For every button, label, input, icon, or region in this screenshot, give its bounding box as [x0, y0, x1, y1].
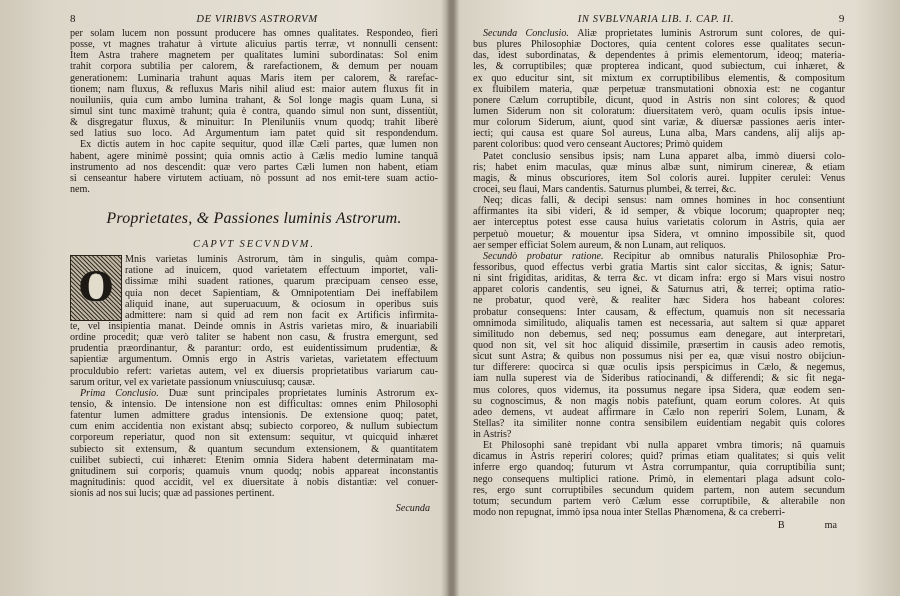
line-text: dicamus in Astris reperiri colores; quid? primas etiam qualitates; si quis velit — [473, 451, 845, 463]
line-text: affirmantes ita sibi videri, & id semper, & vbique locorum; quapropter neq; — [473, 206, 845, 218]
text-line — [473, 251, 845, 262]
text-line — [473, 139, 845, 150]
text-line — [473, 485, 845, 496]
left-page — [70, 14, 438, 517]
text-line — [473, 318, 845, 329]
signature-mark: B — [777, 520, 785, 532]
text-line — [473, 106, 845, 117]
line-text: aer interceptus potest esse causa huius varietatis colorum in Astris, quia aer — [473, 217, 845, 229]
line-text: sicut sunt Astra; & quibus non possumus nisi per ea, quæ visui nostro obijciun- — [473, 351, 845, 363]
line-text: tur differere: quocirca si quæ oculis ipsis perspicimus in Cælo, & negemus, — [473, 362, 845, 374]
line-text: & disgregatur fluxus, & minuitur: In Pleniluniis vnum quodq; trahit liberè — [70, 117, 438, 129]
line-text: sed latius suo loco. Ad Argumentum iam patet quid sit respondendum. — [70, 128, 438, 140]
text-line — [473, 206, 845, 217]
line-text: nouiluniis, quia cum ambo lumina trahant, & Sol longe magis quam Luna, si — [70, 94, 438, 106]
text-line — [70, 332, 438, 343]
line-text: perpetuò mouetur; & mouentur ipsa Sidera, vt omnino impossibile sit, quod — [473, 228, 845, 240]
text-line — [70, 117, 438, 128]
text-line — [473, 340, 845, 351]
text-line — [70, 343, 438, 354]
text-line — [70, 39, 438, 50]
text-line: aliquid inane, aut superuacuum, & ociosum in operibus suis — [125, 298, 438, 310]
line-text: Ex dictis autem in hoc capite sequitur, quod illæ Cæli partes, quæ lumen non — [80, 139, 438, 151]
text-line — [70, 354, 438, 365]
text-line — [473, 61, 845, 72]
line-text: mus colores, quos videmus, ita possumus negare ipsa Sidera, quæ eodem sen- — [473, 384, 845, 396]
text-line — [473, 73, 845, 84]
paragraph — [70, 321, 438, 388]
line-text: nego consequens multiplici ratione. Primò, in elementari plaga adsunt colo- — [473, 473, 845, 485]
text-line — [473, 273, 845, 284]
right-running-head — [473, 14, 845, 28]
line-text: te, vel insipientia manat. Deinde omnis in Astris varietas miro, & inuariabili — [70, 320, 438, 332]
conclusion-label: Secunda Conclusio. — [483, 28, 578, 39]
line-text: proculdubio refert: varietas autem, vel ex diuersis proprietatibus variarum cau- — [70, 365, 438, 377]
text-line: dissimæ mihi suadent rationes, quarum præcipuam censeo esse, — [125, 276, 438, 288]
text-line — [70, 139, 438, 150]
line-text: si censeantur habere virtutem actiuam, nò possunt ad nos emit-tere suam actio- — [70, 172, 438, 184]
paragraph — [473, 251, 845, 518]
line-text: Duæ sunt principales proprietates luminis Astrorum ex- — [168, 387, 438, 399]
text-line — [473, 50, 845, 61]
text-line — [70, 488, 438, 499]
line-text: res, ergo sunt corruptibiles secundum quidem partem, non autem secundum — [473, 484, 845, 496]
text-line — [473, 362, 845, 373]
text-line — [70, 61, 438, 72]
line-text: fatentur lumen admittere gradus intensionis. De extensione quoq; patet, — [70, 410, 438, 422]
line-text: Stellas? ita similiter nonne contra sensibilem euidentiam negabit quis colores — [473, 417, 845, 429]
text-line — [70, 466, 438, 477]
left-running-head — [70, 14, 438, 28]
line-text: ris; habet enim maculas, quæ minus albæ sunt, nimirum cinereæ, & etiam — [473, 161, 845, 173]
text-line — [473, 429, 845, 440]
line-text: simul sint tunc maximè trahunt; quia è contra, quando simul non sunt, dissentiùt, — [70, 105, 438, 117]
line-text: habent, agere minimè possint; quia omnis actio à Cælis medio lumine tanquã — [70, 150, 438, 162]
text-line — [473, 84, 845, 95]
line-text: totum; secundum partem verò Cælum esse corruptibile, & alterabile non — [473, 495, 845, 507]
line-text: subiecto sit extensum, & quantum secundum extensionem, & quantitatem — [70, 443, 438, 455]
conclusion-label: Prima Conclusio. — [80, 387, 169, 399]
text-line — [473, 418, 845, 429]
right-page — [473, 14, 845, 534]
line-text: ex quo educitur sint, sit mixtum ex corruptibilibus elementis, & compositum — [473, 72, 845, 84]
text-line — [473, 307, 845, 318]
text-line — [473, 462, 845, 473]
line-text: apparet coloris candentis, seu ignei, & Saturnus atri, & terrei; optima ratio- — [473, 284, 845, 296]
line-text: magis, & minus obscuriores, item Sol coloris aurei. Iuppiter cerulei: Venus — [473, 172, 845, 184]
text-line — [473, 173, 845, 184]
line-text: in Astris? — [473, 429, 512, 441]
line-text: Aliæ proprietates luminis Astrorum sunt colores, de qui- — [577, 28, 845, 39]
line-text: per solam lucem non possunt producere has omnes qualitates. Respondeo, fieri — [70, 28, 438, 39]
line-text: tionem; nam fluxus, & refluxus Maris nihil aliud est: maior autem fluxus fit in — [70, 83, 438, 95]
text-line — [70, 162, 438, 173]
text-line — [473, 262, 845, 273]
line-text: ponere Cælum corruptibile, dicunt, quod in Astris non sint colores; & quod — [473, 94, 845, 106]
text-line — [473, 28, 845, 39]
line-text: adeo demens, vt audeat affirmare in Cælo non reperiri Solem, Lunam, & — [473, 406, 845, 418]
text-line — [70, 50, 438, 61]
paragraph — [70, 28, 438, 195]
line-text: magnitudinis: quod accidit, vel ex diuersitate à nobis distantiæ: vel conuer- — [70, 476, 438, 488]
text-line — [473, 229, 845, 240]
text-line — [70, 28, 438, 39]
text-line — [70, 388, 438, 399]
line-text: aer semper efficiat Solem aureum, & non Lunam, aut reliquos. — [473, 239, 726, 251]
line-text: das, idest subordinatas, & dependentes à primis elementorum, ideoq; materia- — [473, 50, 845, 62]
text-line — [70, 184, 438, 195]
running-title: IN SVBLVNARIA LIB. I. CAP. II. — [577, 14, 735, 25]
text-line — [473, 385, 845, 396]
text-line — [70, 321, 438, 332]
line-text: Et Philosophi sanè trepidant vbi nulla apparet vmbra timoris; nã quamuis — [483, 440, 845, 452]
catchword: Secunda — [395, 503, 430, 515]
text-line — [473, 440, 845, 451]
page-number: 8 — [70, 13, 77, 25]
line-text: nem. — [70, 183, 90, 195]
paragraph — [473, 28, 845, 251]
line-text: sapientiæ argumentum. Omnis ergo in Astris varietas, varietatem effectuum — [70, 354, 438, 366]
text-line — [70, 421, 438, 432]
text-line — [70, 173, 438, 184]
conclusion-label: Secundò probatur ratione. — [483, 250, 614, 262]
line-text: iecti; qui causa est quare Sol aureus, Luna alba, Mars candens, alij alijs ap- — [473, 128, 845, 140]
page-number: 9 — [838, 13, 845, 25]
text-line — [473, 195, 845, 206]
line-text: modo non repugnat, immò ipsa noua inter Stellas Phænomena, & ca creberri- — [473, 507, 785, 519]
line-text: les, & corruptibiles; quæ propterea indicant, quod subiectum, cui inhæret, & — [473, 61, 845, 73]
line-text: lumen Siderum non sit coloratum: diuersitatem verò, quam oculis ipsis intue- — [473, 105, 845, 117]
text-line — [70, 377, 438, 388]
text-line — [70, 410, 438, 421]
line-text: cum enim accidentia non existant absq; subiecto corporeo, & nullum subiectum — [70, 421, 438, 433]
book-gutter — [446, 0, 460, 596]
text-line — [70, 95, 438, 106]
text-line — [70, 444, 438, 455]
line-text: prudentia præordinantur, & parantur: ordo, est euidentissimum prudentiæ, & — [70, 343, 438, 355]
line-text: sionis ad nos sui lucis; quæ ad passiones pertinent. — [70, 488, 275, 500]
catchword: ma — [824, 520, 837, 532]
text-line — [473, 396, 845, 407]
text-line — [473, 284, 845, 295]
section-title: Proprietates, & Passiones luminis Astrorum. — [106, 210, 402, 228]
line-text: parent coloribus: quod vero censeant Auctores; Primò quidem — [473, 139, 723, 151]
line-text: trahit corpora subtilia per calorem, & rarefactionem, & demum per nouam — [70, 61, 438, 73]
line-text: Item Astra trahere magnetem per qualitates lumini subordinatas: Sol enim — [70, 50, 438, 62]
chapter-opening — [70, 254, 438, 321]
text-line — [70, 366, 438, 377]
line-text: corporeum reperiatur, quod non sit extensum: sequitur, vt quicquid inhæret — [70, 432, 438, 444]
text-line — [70, 106, 438, 117]
line-text: gnitudinem sui corporis; quamuis vnum quodq; nobis appareat inconstantis — [70, 465, 438, 477]
line-text: posse, vt magnes trahatur à virtute alicuius partis terræ, vt nonnulli censent: — [70, 39, 438, 51]
text-line — [70, 477, 438, 488]
line-text: bus plures Philosophiæ Doctores, quia centent colores esse qualitates secun- — [473, 39, 845, 51]
line-text: instrumento ad nos descendit: quæ vero partes Cæli lumen non habent, etiam — [70, 161, 438, 173]
text-line — [473, 162, 845, 173]
text-line: Mnis varietas luminis Astrorum, tàm in singulis, quàm compa- — [125, 254, 438, 266]
line-text: crocei, seu flaui, Mars candentis. Saturnus plumbei, & terrei, &c. — [473, 183, 737, 195]
text-line — [473, 117, 845, 128]
paragraph — [70, 388, 438, 499]
line-text: ni sint frigiditas, ariditas, & terra &c. vt dicam infra: ergo si Mars visui nostro — [473, 273, 845, 285]
text-line — [70, 399, 438, 410]
text-line — [473, 451, 845, 462]
line-text: generationem: Luminaria trahunt aquas Maris item per calorem, & rarefac- — [70, 72, 438, 84]
text-line — [473, 184, 845, 195]
line-text: ne probatur, quod verè, & realiter hæc Sidera hos habeant colores: — [473, 295, 845, 307]
text-line — [70, 73, 438, 84]
line-text: probatur consequens: Inter causam, & effectum, quamuis non sit necessaria — [473, 306, 845, 318]
line-text: Neq; dicas falli, & decipi sensus: nam omnes homines in hoc consentiunt — [483, 195, 845, 207]
text-line — [473, 295, 845, 306]
text-line — [473, 217, 845, 228]
page-footer — [473, 520, 845, 534]
line-text: inferre ergo quandoq; futurum vt Astra corrumpantur, quia corruptibilia sunt; — [473, 462, 845, 474]
line-text: omnimoda similitudo, aliqualis tamen est necessaria, aut saltem si quæ apparet — [473, 317, 845, 329]
line-text: su cognoscimus, & non magis nobis patefiunt, quam eorum colores. At quis — [473, 395, 845, 407]
text-line — [473, 507, 845, 518]
text-line: quia non decet Sapientiam, & Omnipotentiam Dei ineffabilem — [125, 287, 438, 299]
text-line: ratione ad inuicem, quod varietatem effectuum importet, vali- — [125, 265, 438, 277]
line-text: mur colorum Siderum, aiunt, quod sint variæ, & diuersæ passiones aeris inter- — [473, 117, 845, 129]
text-line — [473, 151, 845, 162]
line-text: cuilibet subiecti, cui inhæret: Etenim omnia Sidera habent determinatam ma- — [70, 454, 438, 466]
text-line — [70, 151, 438, 162]
text-line — [473, 373, 845, 384]
text-line — [473, 240, 845, 251]
text-line — [70, 432, 438, 443]
line-text: Recipitur ab omnibus naturalis Philosophiæ Pro- — [613, 250, 845, 262]
line-text: ex fluibilem materia, quæ perpetuæ transmutationi obnoxia est: ne cogantur — [473, 83, 845, 95]
text-line — [70, 84, 438, 95]
text-line: admittere: nam si quid ad rem non facit ex Artificis infirmita- — [125, 309, 438, 321]
chapter-label: CAPVT SECVNDVM. — [193, 239, 315, 251]
ornamental-initial: O — [70, 255, 122, 321]
text-line — [473, 95, 845, 106]
text-line — [473, 474, 845, 485]
running-title: DE VIRIBVS ASTRORVM — [196, 14, 318, 25]
line-text: iam nulla superest via de Sideribus ratiocinandi, & differendi; & sic fit nega- — [473, 373, 845, 385]
line-text: similitudo non debemus, sed neq; possumus eam denegare, aut interpretari, — [473, 328, 845, 340]
line-text: tensio, & intensio. De intensione non est difficultas: omnes enim Philosophi — [70, 398, 438, 410]
text-line — [473, 351, 845, 362]
line-text: fessoribus, quod effectus verbi gratia Martis sint calor siccitas, & ignis; Satur- — [473, 261, 845, 273]
text-line — [473, 128, 845, 139]
text-line — [70, 128, 438, 139]
line-text: ordine procedit; quæ verò taliter se habent non casu, & frustra emergunt, sed — [70, 332, 438, 344]
text-line — [70, 455, 438, 466]
text-line — [473, 407, 845, 418]
text-line — [473, 329, 845, 340]
text-line — [473, 39, 845, 50]
line-text: Patet conclusio sensibus ipsis; nam Luna apparet alba, immò diuersi colo- — [483, 150, 845, 162]
text-line — [473, 496, 845, 507]
line-text: sarum oritur, vel ex varietate passionum vniuscuiusq; causæ. — [70, 376, 315, 388]
line-text: quod non sit, vel sit hoc aliquid dissimile, præsertim in causis adeo remotis, — [473, 339, 845, 351]
